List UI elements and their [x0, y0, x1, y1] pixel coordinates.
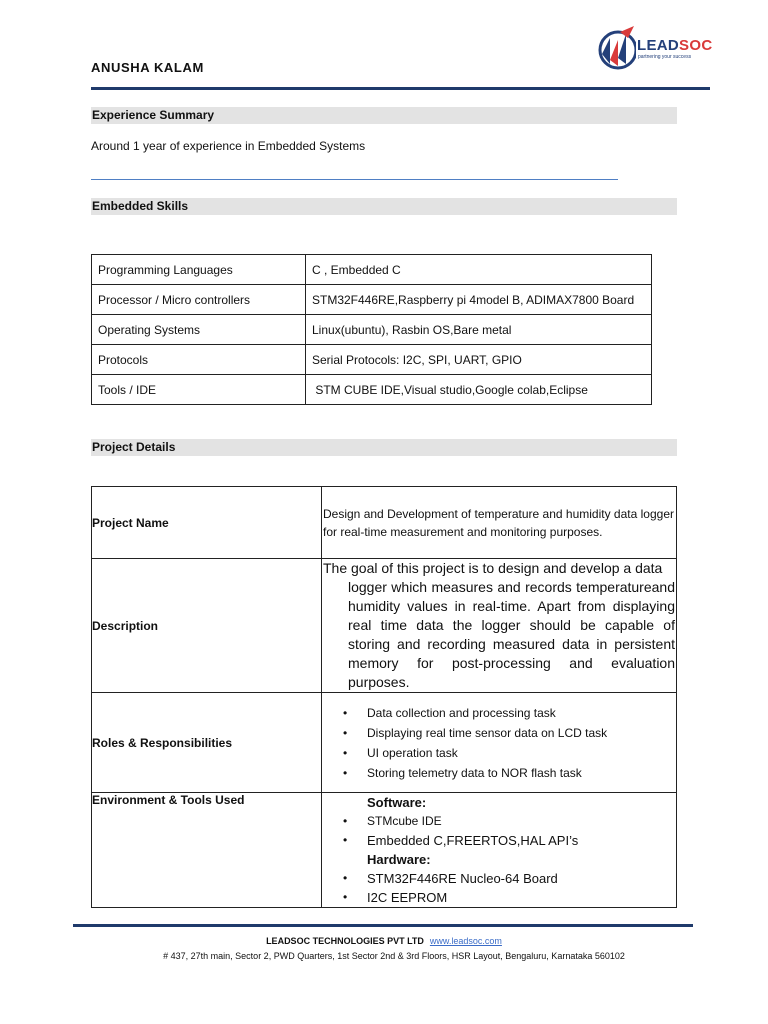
list-item: • STM32F446RE Nucleo-64 Board	[322, 869, 676, 888]
software-list	[322, 812, 676, 850]
table-row	[92, 285, 652, 315]
table-row	[92, 793, 677, 908]
skill-key: Protocols	[92, 345, 306, 375]
list-item: • Storing telemetry data to NOR flash task	[322, 763, 676, 783]
experience-summary-heading: Experience Summary	[91, 107, 677, 124]
software-label: Software:	[367, 795, 427, 810]
embedded-skills-heading: Embedded Skills	[91, 198, 677, 215]
section-divider	[91, 179, 618, 180]
company-name: LEADSOC TECHNOLOGIES PVT LTD	[266, 936, 424, 946]
description-value	[322, 559, 677, 693]
website-link[interactable]: www.leadsoc.com	[429, 936, 502, 946]
skill-value: STM32F446RE,Raspberry pi 4model B, ADIMAX7800 Board	[306, 285, 652, 315]
candidate-name: ANUSHA KALAM	[91, 60, 204, 75]
project-name-value: Design and Development of temperature and humidity data logger for real-time measurement and monitoring purposes.	[322, 487, 677, 559]
list-item: • UI operation task	[322, 743, 676, 763]
logo-mark-icon	[596, 24, 636, 74]
table-row	[92, 255, 652, 285]
roles-list	[322, 703, 676, 783]
environment-label: Environment & Tools Used	[92, 793, 322, 908]
footer-company	[0, 936, 768, 946]
table-row	[92, 693, 677, 793]
skill-key: Processor / Micro controllers	[92, 285, 306, 315]
list-item: • Displaying real time sensor data on LCD task	[322, 723, 676, 743]
leadsoc-logo	[596, 24, 716, 74]
header-divider	[91, 87, 710, 90]
footer-address: # 437, 27th main, Sector 2, PWD Quarters, 1st Sector 2nd & 3rd Floors, HSR Layout, Bengaluru, Karnataka 560102	[163, 951, 625, 961]
skill-key: Operating Systems	[92, 315, 306, 345]
hardware-label: Hardware:	[367, 852, 431, 867]
list-item: • Data collection and processing task	[322, 703, 676, 723]
table-row	[92, 315, 652, 345]
project-details-heading: Project Details	[91, 439, 677, 456]
roles-label: Roles & Responsibilities	[92, 693, 322, 793]
skill-key: Tools / IDE	[92, 375, 306, 405]
table-row	[92, 345, 652, 375]
description-body: logger which measures and records temperatureand humidity values in real-time. Apart from displaying real time data the logger should be capable of storing and recording measured data in persistent memory for post-processing and evaluation purposes.	[348, 579, 675, 690]
logo-wordmark: LEADSOC	[637, 37, 713, 54]
list-item: • I2C EEPROM	[322, 888, 676, 907]
list-item: • Embedded C,FREERTOS,HAL API’s	[322, 831, 676, 850]
footer-divider	[73, 924, 693, 927]
table-row	[92, 487, 677, 559]
skill-value: Linux(ubuntu), Rasbin OS,Bare metal	[306, 315, 652, 345]
description-first-line: The goal of this project is to design and develop a data	[323, 560, 663, 576]
skill-key: Programming Languages	[92, 255, 306, 285]
roles-value	[322, 693, 677, 793]
list-item: • STMcube IDE	[322, 812, 676, 831]
skill-value: STM CUBE IDE,Visual studio,Google colab,Eclipse	[306, 375, 652, 405]
skills-table	[91, 254, 652, 405]
environment-value	[322, 793, 677, 908]
description-label: Description	[92, 559, 322, 693]
table-row	[92, 375, 652, 405]
project-name-label: Project Name	[92, 487, 322, 559]
experience-summary-text: Around 1 year of experience in Embedded Systems	[91, 139, 366, 153]
skill-value: Serial Protocols: I2C, SPI, UART, GPIO	[306, 345, 652, 375]
logo-tagline: partnering your success	[638, 54, 692, 60]
table-row	[92, 559, 677, 693]
project-table	[91, 486, 677, 908]
hardware-list	[322, 869, 676, 907]
skill-value: C , Embedded C	[306, 255, 652, 285]
